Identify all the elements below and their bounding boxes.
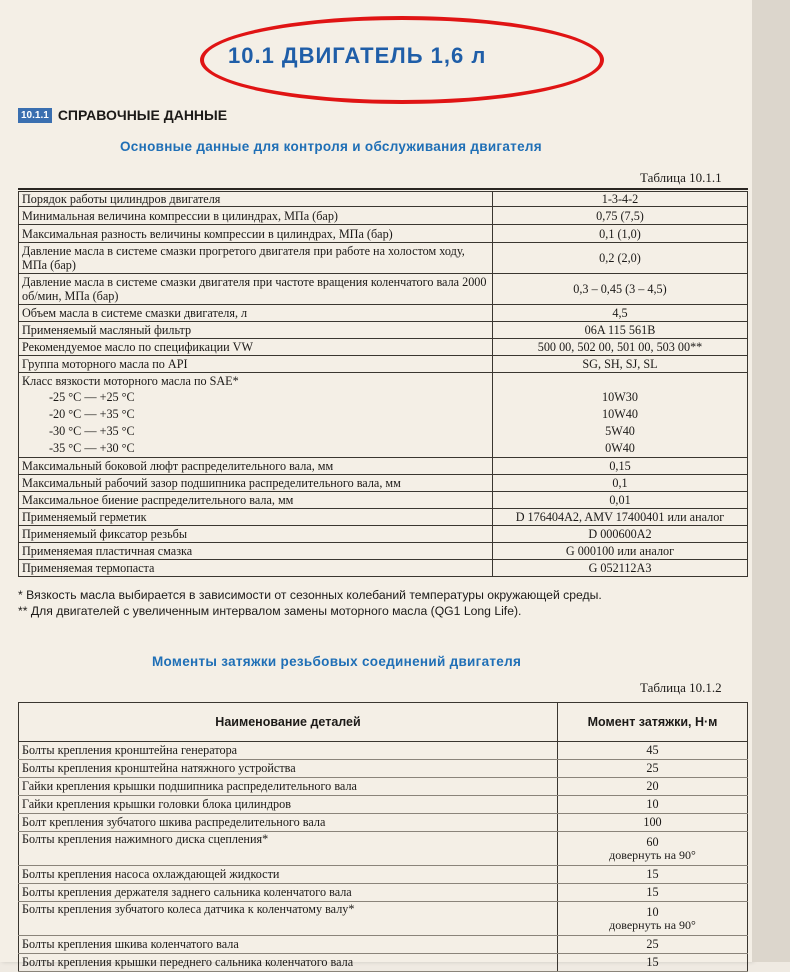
footnote-1: * Вязкость масла выбирается в зависимости от сезонных колебаний температуры окружающей среды. [18,588,602,602]
part-name: Болты крепления кронштейна натяжного устройства [19,760,558,778]
torque-value: 20 [646,779,659,794]
param-cell: Давление масла в системе смазки двигателя при частоте вращения коленчатого вала 2000 об/мин, МПа (бар) [19,274,493,305]
oil-grade: 10W40 [493,406,748,423]
value-cell: D 000600A2 [493,525,748,542]
chapter-heading [200,16,600,100]
param-cell: Максимальная разность величины компрессии в цилиндрах, МПа (бар) [19,225,493,243]
torque-value: 15 [646,867,659,882]
viscosity-heading: Класс вязкости моторного масла по SAE* [19,373,493,389]
table-row [19,559,748,576]
table-row [19,457,748,474]
param-cell: Рекомендуемое масло по спецификации VW [19,339,493,356]
torque-cell [558,742,748,760]
value-cell: 500 00, 502 00, 501 00, 503 00** [493,339,748,356]
torque-cell [558,796,748,814]
table-top-rule [18,188,748,190]
table-row [19,866,748,884]
param-cell: Минимальная величина компрессии в цилиндрах, МПа (бар) [19,207,493,225]
value-cell: 0,1 (1,0) [493,225,748,243]
table-row [19,274,748,305]
temperature-range: -30 °C — +35 °C [19,423,493,440]
viscosity-row [19,423,748,440]
table-row [19,207,748,225]
section-title: СПРАВОЧНЫЕ ДАННЫЕ [57,107,228,123]
param-cell: Группа моторного масла по API [19,356,493,373]
param-cell: Применяемый герметик [19,508,493,525]
chapter-title: 10.1 ДВИГАТЕЛЬ 1,6 л [228,43,487,68]
viscosity-row [19,389,748,406]
torque-extra: довернуть на 90° [609,917,696,932]
part-name: Болты крепления нажимного диска сцепления* [19,832,558,866]
param-cell: Максимальный рабочий зазор подшипника распределительного вала, мм [19,474,493,491]
part-name: Болты крепления шкива коленчатого вала [19,936,558,954]
param-cell: Давление масла в системе смазки прогретого двигателя при работе на холостом ходу, МПа (бар) [19,243,493,274]
table-row [19,884,748,902]
torque-value: 10 [646,904,659,919]
param-cell: Максимальное биение распределительного вала, мм [19,491,493,508]
value-cell: 0,1 [493,474,748,491]
torque-cell [558,832,748,866]
torque-value: 100 [643,815,662,830]
value-cell: D 176404A2, AMV 17400401 или аналог [493,508,748,525]
torque-cell [558,936,748,954]
footnotes [18,588,738,620]
param-cell: Применяемый фиксатор резьбы [19,525,493,542]
temperature-range: -25 °C — +25 °C [19,389,493,406]
torque-value: 60 [646,834,659,849]
table-row [19,760,748,778]
param-cell: Применяемый масляный фильтр [19,322,493,339]
part-name: Болты крепления крышки переднего сальника коленчатого вала [19,954,558,972]
torque-value: 15 [646,955,659,970]
engine-data-table [18,191,748,577]
header-name: Наименование деталей [19,703,558,742]
oil-grade: 0W40 [493,440,748,458]
table-row [19,243,748,274]
torque-cell [558,814,748,832]
torque-cell [558,778,748,796]
table-row [19,305,748,322]
param-cell: Применяемая термопаста [19,559,493,576]
table-label-2: Таблица 10.1.2 [640,680,722,695]
torque-value: 15 [646,885,659,900]
part-name: Болты крепления держателя заднего сальника коленчатого вала [19,884,558,902]
param-cell: Применяемая пластичная смазка [19,542,493,559]
torque-value: 10 [646,797,659,812]
table-row [19,542,748,559]
table-row [19,936,748,954]
table-row [19,742,748,760]
part-name: Гайки крепления крышки подшипника распределительного вала [19,778,558,796]
section-number: 10.1.1 [18,108,52,123]
subsection-title-1: Основные данные для контроля и обслуживания двигателя [120,139,542,154]
value-cell: 0,3 – 0,45 (3 – 4,5) [493,274,748,305]
torque-value: 45 [646,743,659,758]
value-cell: 0,01 [493,491,748,508]
table-row [19,954,748,972]
footnote-2: ** Для двигателей с увеличенным интервалом замены моторного масла (QG1 Long Life). [18,603,522,618]
table-label-1: Таблица 10.1.1 [640,170,722,185]
part-name: Болт крепления зубчатого шкива распределительного вала [19,814,558,832]
table-row [19,225,748,243]
viscosity-row [19,440,748,458]
subsection-title-2: Моменты затяжки резьбовых соединений двигателя [152,654,522,669]
torque-cell [558,902,748,936]
torque-extra: довернуть на 90° [609,847,696,862]
torque-cell [558,954,748,972]
header-moment: Момент затяжки, Н·м [558,703,748,742]
table-row [19,192,748,207]
value-cell: 4,5 [493,305,748,322]
viscosity-heading-row [19,373,748,389]
value-cell: 0,75 (7,5) [493,207,748,225]
oil-grade: 10W30 [493,389,748,406]
torque-cell [558,760,748,778]
temperature-range: -20 °C — +35 °C [19,406,493,423]
param-cell: Порядок работы цилиндров двигателя [19,192,493,207]
part-name: Болты крепления зубчатого колеса датчика к коленчатому валу* [19,902,558,936]
value-cell: G 000100 или аналог [493,542,748,559]
value-cell: 06A 115 561B [493,322,748,339]
part-name: Болты крепления насоса охлаждающей жидкости [19,866,558,884]
table-row [19,778,748,796]
table-row [19,322,748,339]
table-row [19,832,748,866]
viscosity-row [19,406,748,423]
table-row [19,474,748,491]
param-cell: Максимальный боковой люфт распределительного вала, мм [19,457,493,474]
value-cell: G 052112A3 [493,559,748,576]
part-name: Гайки крепления крышки головки блока цилиндров [19,796,558,814]
param-cell: Объем масла в системе смазки двигателя, л [19,305,493,322]
table-row [19,525,748,542]
table-row [19,902,748,936]
section-heading [18,104,227,126]
table-row [19,796,748,814]
torque-cell [558,884,748,902]
temperature-range: -35 °C — +30 °C [19,440,493,458]
oil-grade: 5W40 [493,423,748,440]
torque-value: 25 [646,761,659,776]
table-row [19,508,748,525]
value-cell: 0,15 [493,457,748,474]
torque-cell [558,866,748,884]
table-row [19,339,748,356]
table-row [19,814,748,832]
value-cell: 1-3-4-2 [493,192,748,207]
part-name: Болты крепления кронштейна генератора [19,742,558,760]
value-cell: SG, SH, SJ, SL [493,356,748,373]
value-cell [493,373,748,389]
torque-table [18,702,748,972]
torque-value: 25 [646,937,659,952]
table-row [19,491,748,508]
page-edge [752,0,790,962]
value-cell: 0,2 (2,0) [493,243,748,274]
table-row [19,356,748,373]
